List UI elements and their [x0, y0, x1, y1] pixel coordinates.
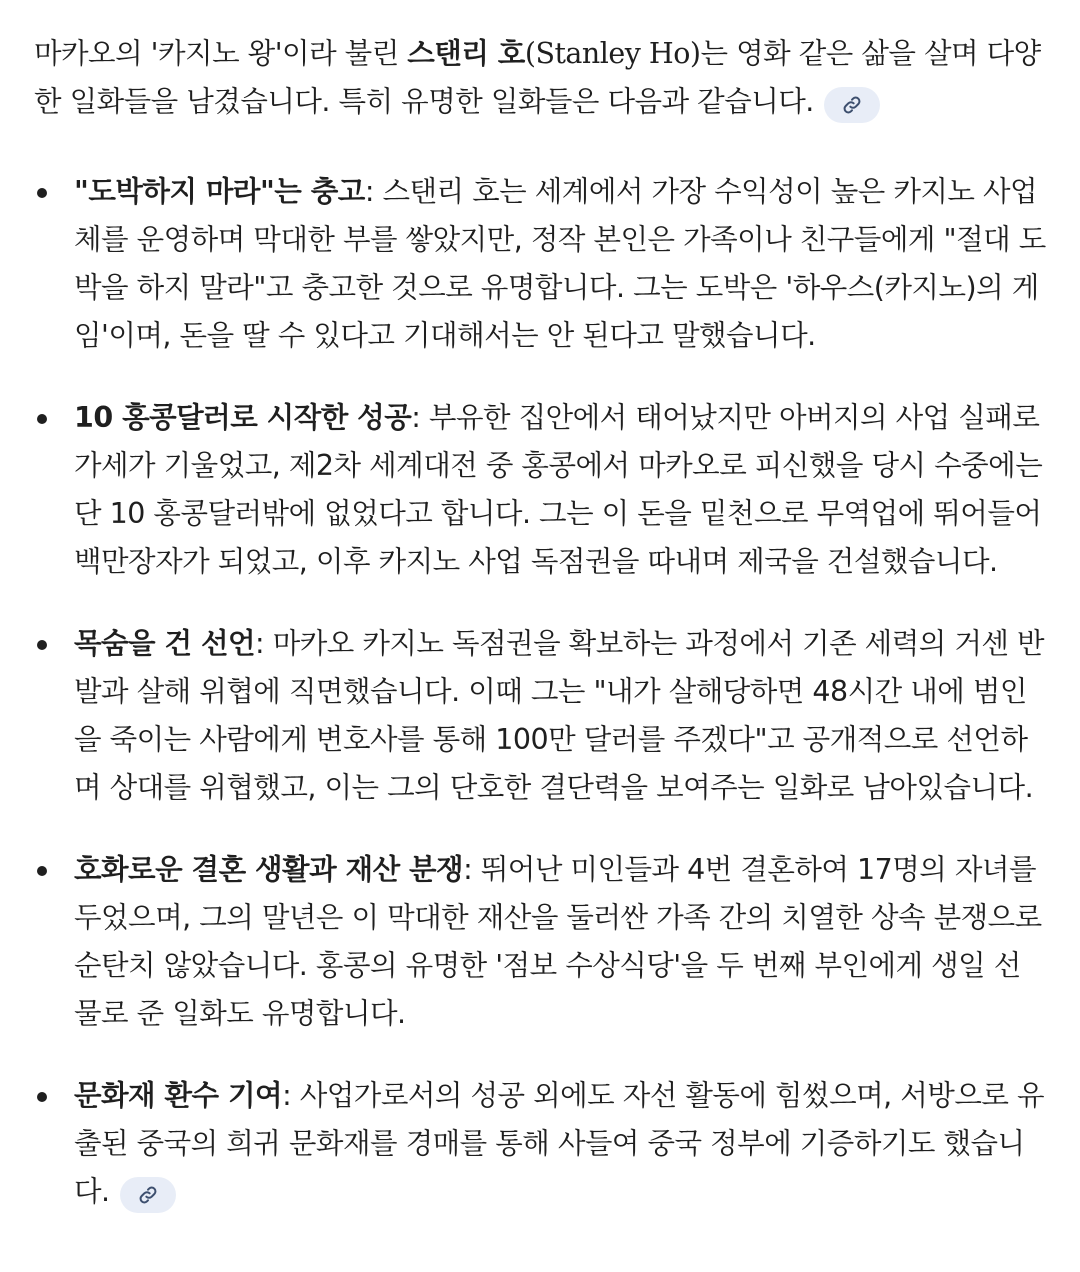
link-icon	[842, 95, 862, 115]
item-text: : 뛰어난 미인들과 4번 결혼하여 17명의 자녀를 두었으며, 그의 말년은 이 막대한 재산을 둘러싼 가족 간의 치열한 상속 분쟁으로 순탄치 않았습니다. 홍콩의 유명한 '점보 수상식당'을 두 번째 부인에게 생일 선물로 준 일화도 유명합니다.	[74, 853, 1042, 1030]
item-text: : 마카오 카지노 독점권을 확보하는 과정에서 기존 세력의 거센 반발과 살해 위협에 직면했습니다. 이때 그는 "내가 살해당하면 48시간 내에 범인을 죽이는 사람에게 변호사를 통해 100만 달러를 주겠다"고 공개적으로 선언하며 상대를 위협했고, 이는 그의 단호한 결단력을 보여주는 일화로 남아있습니다.	[74, 627, 1044, 804]
item-title: 호화로운 결혼 생활과 재산 분쟁	[74, 853, 464, 886]
bullet	[37, 414, 47, 424]
item-text: : 부유한 집안에서 태어났지만 아버지의 사업 실패로 가세가 기울었고, 제2차 세계대전 중 홍콩에서 마카오로 피신했을 당시 수중에는 단 10 홍콩달러밖에 없었다고 합니다. 그는 이 돈을 밑천으로 무역업에 뛰어들어 백만장자가 되었고, 이후 카지노 사업 독점권을 따내며 제국을 건설했습니다.	[74, 401, 1043, 578]
bullet	[37, 866, 47, 876]
list-item	[34, 394, 1046, 586]
bullet	[37, 640, 47, 650]
item-text: : 사업가로서의 성공 외에도 자선 활동에 힘썼으며, 서방으로 유출된 중국의 희귀 문화재를 경매를 통해 사들여 중국 정부에 기증하기도 했습니다.	[74, 1079, 1044, 1208]
item-text: : 스탠리 호는 세계에서 가장 수익성이 높은 카지노 사업체를 운영하며 막대한 부를 쌓았지만, 정작 본인은 가족이나 친구들에게 "절대 도박을 하지 말라"고 충고한 것으로 유명합니다. 그는 도박은 '하우스(카지노)의 게임'이며, 돈을 딸 수 있다고 기대해서는 안 된다고 말했습니다.	[74, 175, 1046, 352]
intro-text-1: 마카오의 '카지노 왕'이라 불린	[34, 37, 408, 70]
item-title: 10 홍콩달러로 시작한 성공	[74, 401, 412, 434]
source-link-button[interactable]	[120, 1177, 176, 1213]
intro-text-2: 는 영화 같은 삶을 살며 다양한 일화들을 남겼습니다. 특히 유명한 일화들은 다음과 같습니다.	[34, 37, 1041, 118]
intro-paragraph	[34, 30, 1046, 126]
subject-name-english: (Stanley Ho)	[524, 37, 701, 70]
list-item	[34, 620, 1046, 812]
list-item	[34, 168, 1046, 360]
bullet	[37, 1092, 47, 1102]
bullet	[37, 188, 47, 198]
item-title: 목숨을 건 선언	[74, 627, 256, 660]
source-link-button[interactable]	[824, 87, 880, 123]
list-item	[34, 846, 1046, 1038]
anecdote-list	[34, 168, 1046, 1216]
list-item	[34, 1072, 1046, 1216]
link-icon	[138, 1185, 158, 1205]
subject-name: 스탠리 호	[407, 37, 525, 70]
item-title: 문화재 환수 기여	[74, 1079, 283, 1112]
item-title: "도박하지 마라"는 충고	[74, 175, 365, 208]
